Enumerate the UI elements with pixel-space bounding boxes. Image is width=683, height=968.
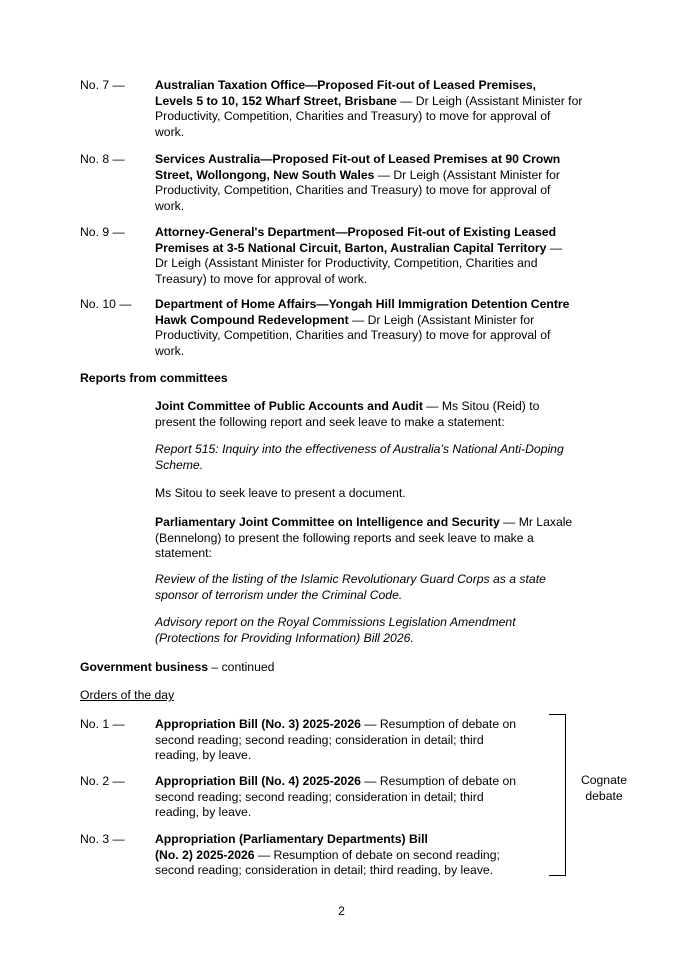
order-number: No. 1 — — [80, 717, 125, 731]
notice-text: Attorney-General's Department—Proposed Fit-out of Existing Leased Premises at 3-5 National Circuit, Barton, Australian Capital Territory — Dr Leigh (Assistant Minister for Productivity, Competition, Charities and Treasury) to move for approval of work. — [155, 225, 563, 286]
notice-text: Services Australia—Proposed Fit-out of Leased Premises at 90 Crown Street, Wollongong, New South Wales — Dr Leigh (Assistant Minister for Productivity, Competition, Charities and Treasury) to move for approval of work. — [155, 152, 561, 213]
notice-text: Department of Home Affairs—Yongah Hill Immigration Detention Centre Hawk Compound Redevelopment — Dr Leigh (Assistant Minister for Productivity, Competition, Charities and Treasury) to move for approval of work. — [155, 297, 570, 358]
pjcis-advisory-title: Advisory report on the Royal Commissions Legislation Amendment (Protections for Providing Information) Bill 2026. — [155, 615, 516, 645]
notice-number: No. 9 — — [80, 225, 125, 239]
orders-of-the-day-heading: Orders of the day — [80, 688, 175, 702]
cognate-bracket — [549, 714, 566, 876]
notice-number: No. 7 — — [80, 78, 125, 92]
notice-number: No. 10 — — [80, 297, 132, 311]
jcpaa-report-title: Report 515: Inquiry into the effectiveness of Australia’s National Anti-Doping Scheme. — [155, 442, 564, 472]
jcpaa-leave-text: Ms Sitou to seek leave to present a document. — [155, 486, 406, 500]
pjcis-review-title: Review of the listing of the Islamic Revolutionary Guard Corps as a state sponsor of terrorism under the Criminal Code. — [155, 572, 546, 602]
section-heading-reports: Reports from committees — [80, 371, 228, 385]
notice-number: No. 8 — — [80, 152, 125, 166]
order-text: Appropriation Bill (No. 4) 2025-2026 — Resumption of debate on second reading; second reading; consideration in detail; third reading, by leave. — [155, 774, 517, 819]
page-number: 2 — [338, 904, 345, 918]
section-heading-government-business: Government business – continued — [80, 660, 275, 674]
order-number: No. 3 — — [80, 832, 125, 846]
jcpaa-notice: Joint Committee of Public Accounts and Audit — Ms Sitou (Reid) to present the following report and seek leave to make a statement: — [155, 399, 540, 429]
cognate-debate-label: Cognate debate — [580, 773, 628, 803]
order-number: No. 2 — — [80, 774, 125, 788]
order-text: Appropriation (Parliamentary Departments) Bill (No. 2) 2025-2026 — Resumption of debate on second reading; second reading; consideration in detail; third reading, by leave. — [155, 832, 500, 877]
pjcis-notice: Parliamentary Joint Committee on Intelligence and Security — Mr Laxale (Bennelong) to present the following reports and seek leave to make a statement: — [155, 515, 573, 560]
notice-text: Australian Taxation Office—Proposed Fit-out of Leased Premises, Levels 5 to 10, 152 Wharf Street, Brisbane — Dr Leigh (Assistant Minister for Productivity, Competition, Charities and Treasury) to move for approval of work. — [155, 78, 583, 139]
order-text: Appropriation Bill (No. 3) 2025-2026 — Resumption of debate on second reading; second reading; consideration in detail; third reading, by leave. — [155, 717, 517, 762]
